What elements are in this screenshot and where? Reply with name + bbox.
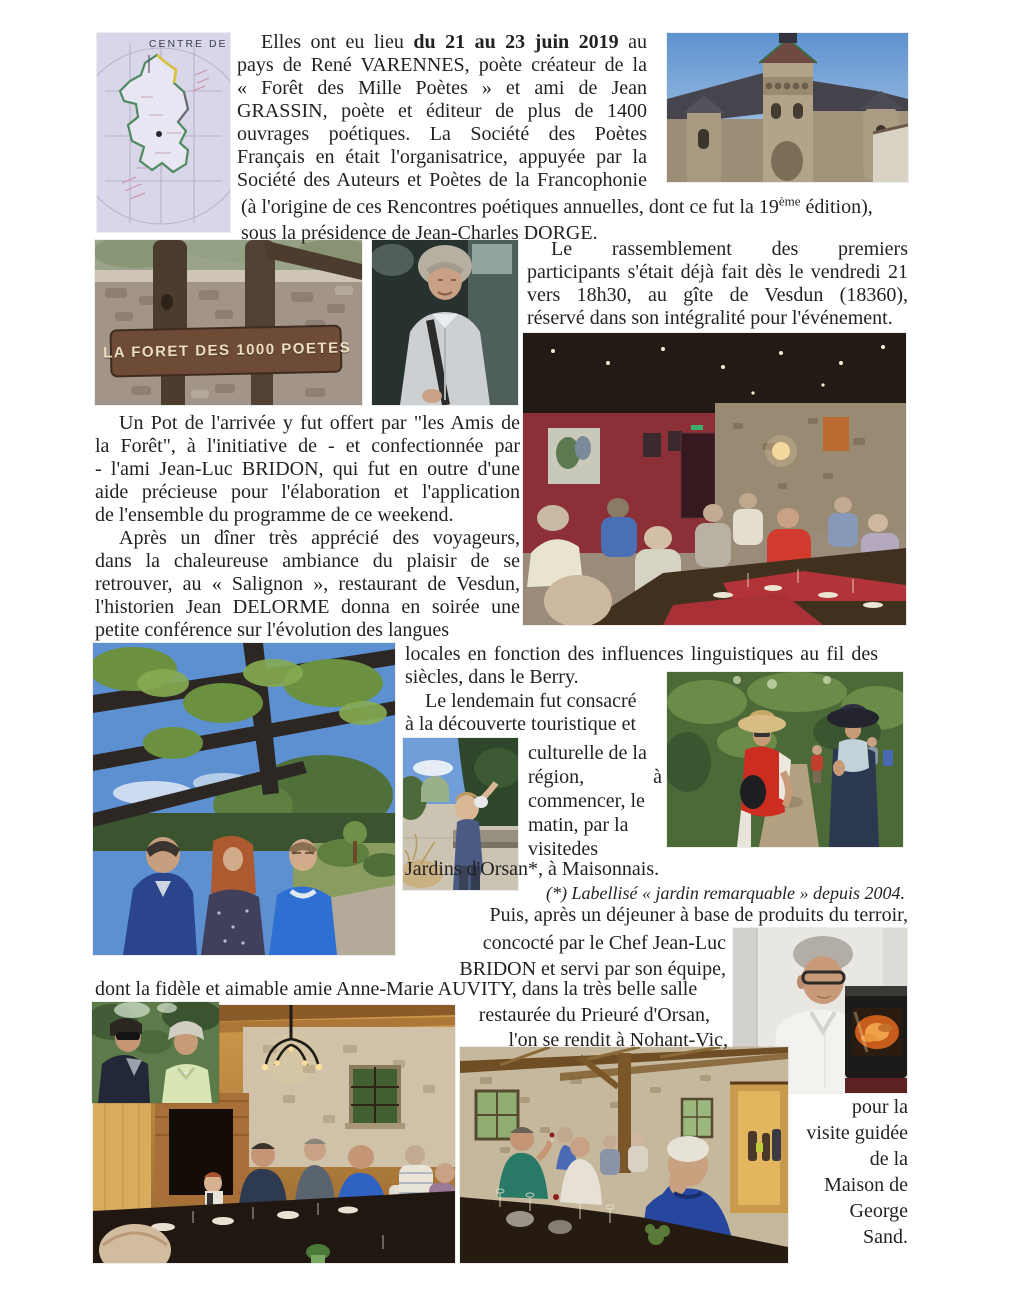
sign-board-text: LA FORET DES 1000 POETES	[103, 339, 352, 362]
photo-forest-sign	[95, 240, 362, 405]
text-line: à la découverte touristique et	[405, 713, 637, 735]
text-line: visitedes	[528, 838, 598, 860]
map-illustration	[97, 33, 230, 232]
rassemblement-paragraph	[527, 238, 908, 330]
text-line: visite guidée	[806, 1122, 908, 1144]
text-line: « Forêt des Mille Poètes » et ami de Jean	[237, 77, 647, 99]
sand-column	[795, 1094, 908, 1250]
pergola-illustration	[93, 643, 395, 955]
text-line: sous la présidence de Jean-Charles DORGE.	[241, 222, 598, 244]
text-line: locales en fonction des influences linguistiques au fil des	[405, 643, 878, 665]
intro-post: au	[618, 31, 647, 53]
three-people	[123, 836, 337, 955]
text-line: ouvrages poétiques. La Société des Poètes	[237, 123, 647, 145]
church-illustration	[667, 33, 908, 182]
locales-paragraph	[405, 643, 878, 689]
nohant-line: l'on se rendit à Nohant-Vic,	[508, 1029, 728, 1051]
map-title-label: CENTRE DE	[148, 37, 228, 50]
text-line: dans la chaleureuse ambiance du plaisir de se	[95, 550, 520, 572]
text-line: concocté par le Chef Jean-Luc	[482, 932, 726, 954]
concocte-block	[400, 930, 726, 982]
dont-line: dont la fidèle et aimable amie Anne-Marie AUVITY, dans la très belle salle	[95, 978, 698, 1000]
intro-dates-bold: du 21 au 23 juin 2019	[413, 31, 619, 53]
origine-post: édition),	[800, 196, 873, 218]
oven	[845, 986, 907, 1093]
jardins-line: Jardins d'Orsan*, à Maisonnais.	[405, 858, 660, 880]
text-line: participants s'était déjà fait dès le vendredi 21	[527, 261, 908, 283]
text-line: - l'ami Jean-Luc BRIDON, qui fut en outre d'une	[95, 458, 520, 480]
text-line: pays de René VARENNES, poète créateur de la	[237, 54, 647, 76]
text-line: de la	[869, 1148, 908, 1170]
bright-doorway	[730, 1083, 788, 1213]
text-line: BRIDON et servi par son équipe,	[459, 958, 726, 980]
pot-paragraph	[95, 412, 520, 527]
puis-line: Puis, après un déjeuner à base de produits du terroir,	[489, 904, 908, 926]
text-line: retrouver, au « Salignon », restaurant de Vesdun,	[95, 573, 520, 595]
text-line: pour la	[851, 1096, 908, 1118]
text-line: région, à	[528, 766, 662, 788]
origine-pre: (à l'origine de ces Rencontres poétiques annuelles, dont ce fut la 19	[241, 196, 779, 218]
man-illustration	[372, 240, 518, 405]
map-center-dot	[156, 131, 162, 137]
fireplace	[155, 1093, 249, 1203]
text-line	[241, 194, 908, 220]
text-line: aide précieuse pour l'élaboration et l'application	[95, 481, 520, 503]
photo-church	[667, 33, 908, 182]
photo-group-pergola	[93, 643, 395, 955]
text-line: culturelle de la	[528, 742, 647, 764]
photo-garden-visit	[667, 672, 903, 847]
photo-restaurant-dinner	[523, 333, 906, 625]
text-line: siècles, dans le Berry.	[405, 666, 579, 688]
footnote-line: (*) Labellisé « jardin remarquable » depuis 2004.	[546, 883, 905, 903]
restaurant-illustration	[523, 333, 906, 625]
text-line: Maison de	[824, 1174, 908, 1196]
stone-hall-illustration	[460, 1047, 788, 1263]
photo-map	[97, 33, 230, 232]
intro-paragraph	[237, 31, 647, 192]
text-line	[237, 31, 647, 54]
photo-two-men-talking	[92, 1002, 219, 1103]
two-men-illustration	[92, 1002, 219, 1103]
sign-illustration	[95, 240, 362, 405]
intro-pre: Elles ont eu lieu	[261, 31, 414, 53]
photo-dining-stone-hall	[460, 1047, 788, 1263]
text-line: de l'ensemble du programme de ce weekend.	[95, 504, 454, 526]
text-line: Le rassemblement des premiers	[551, 238, 908, 260]
text-line: GRASSIN, poète et éditeur de plus de 1400	[237, 100, 647, 122]
lendemain-paragraph	[405, 690, 637, 736]
text-line: l'historien Jean DELORME donna en soirée une	[95, 596, 520, 618]
text-line: Après un dîner très apprécié des voyageurs,	[119, 527, 520, 549]
origine-superscript: ème	[778, 193, 801, 209]
text-line: George	[849, 1200, 908, 1222]
text-line: la Forêt", à l'initiative de - et confectionnée par	[95, 435, 520, 457]
text-line: petite conférence sur l'évolution des langues	[95, 619, 450, 641]
restauree-line: restaurée du Prieuré d'Orsan,	[478, 1004, 710, 1026]
photo-man-portrait	[372, 240, 518, 405]
text-line: matin, par la	[528, 814, 629, 836]
text-line: Société des Auteurs et Poètes de la Francophonie	[237, 169, 647, 191]
text-line: Le lendemain fut consacré	[425, 690, 637, 712]
text-line: réservé dans son intégralité pour l'événement.	[527, 307, 893, 329]
text-line: Un Pot de l'arrivée y fut offert par "les Amis de	[119, 412, 520, 434]
garden-illustration	[667, 672, 903, 847]
text-line: Français en était l'organisatrice, appuyée par la	[237, 146, 647, 168]
text-line: vers 18h30, au gîte de Vesdun (18360),	[527, 284, 908, 306]
diner-paragraph	[95, 527, 520, 642]
text-line: Sand.	[863, 1226, 908, 1248]
text-line: commencer, le	[528, 790, 645, 812]
visite-column	[528, 741, 662, 861]
